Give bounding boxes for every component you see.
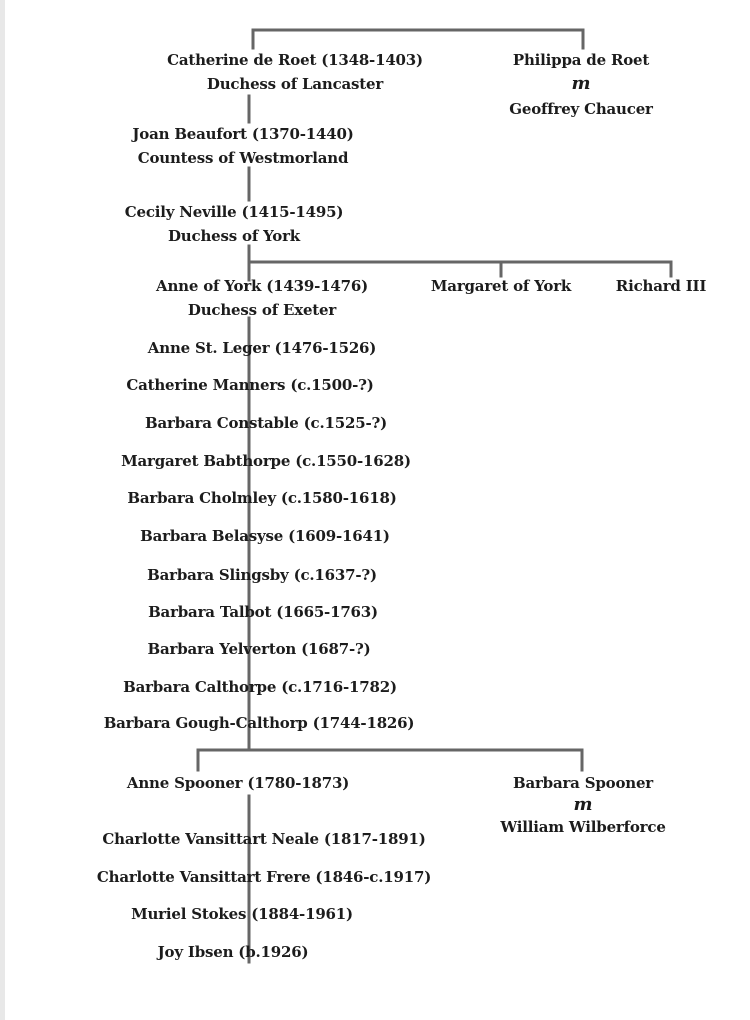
philippa-de-roet bbox=[513, 48, 649, 72]
charlotte-vansittart-neale: Charlotte Vansittart Neale (1817-1891) bbox=[102, 830, 426, 848]
catherine-manners: Catherine Manners (c.1500-?) bbox=[126, 376, 374, 394]
catherine-de-roet-title: Duchess of Lancaster bbox=[206, 75, 384, 93]
philippa-de-roet-name: Philippa de Roet bbox=[512, 51, 650, 69]
catherine-de-roet-name: Catherine de Roet (1348-1403) bbox=[167, 51, 423, 69]
joy-ibsen: Joy Ibsen (b.1926) bbox=[157, 943, 309, 961]
muriel-stokes: Muriel Stokes (1884-1961) bbox=[131, 905, 353, 923]
marriage-symbol: m bbox=[573, 794, 593, 815]
barbara-belasyse: Barbara Belasyse (1609-1641) bbox=[140, 527, 390, 545]
charlotte-vansittart-frere: Charlotte Vansittart Frere (1846-c.1917) bbox=[96, 868, 432, 886]
anne-of-york bbox=[156, 274, 368, 322]
anne-spooner: Anne Spooner (1780-1873) bbox=[126, 774, 350, 792]
marriage-symbol: m bbox=[571, 73, 591, 94]
joan-beaufort bbox=[132, 122, 353, 170]
anne-of-york-title: Duchess of Exeter bbox=[187, 301, 337, 319]
barbara-cholmley: Barbara Cholmley (c.1580-1618) bbox=[127, 489, 397, 507]
barbara-talbot: Barbara Talbot (1665-1763) bbox=[148, 603, 378, 621]
catherine-de-roet bbox=[167, 48, 423, 96]
barbara-slingsby: Barbara Slingsby (c.1637-?) bbox=[147, 566, 377, 584]
anne-st-leger: Anne St. Leger (1476-1526) bbox=[147, 339, 377, 357]
barbara-yelverton: Barbara Yelverton (1687-?) bbox=[147, 640, 371, 658]
richard-iii: Richard III bbox=[615, 277, 707, 295]
margaret-babthorpe: Margaret Babthorpe (c.1550-1628) bbox=[121, 452, 411, 470]
cecily-neville-title: Duchess of York bbox=[168, 227, 300, 245]
cecily-neville bbox=[125, 200, 344, 248]
barbara-gough-calthorp: Barbara Gough-Calthorp (1744-1826) bbox=[103, 714, 415, 732]
anne-of-york-name: Anne of York (1439-1476) bbox=[156, 277, 368, 295]
cecily-neville-name: Cecily Neville (1415-1495) bbox=[124, 203, 344, 221]
margaret-of-york: Margaret of York bbox=[430, 277, 572, 295]
joan-beaufort-name: Joan Beaufort (1370-1440) bbox=[132, 125, 354, 143]
barbara-constable: Barbara Constable (c.1525-?) bbox=[145, 414, 387, 432]
barbara-spooner: Barbara Spooner bbox=[512, 774, 654, 792]
geoffrey-chaucer: Geoffrey Chaucer bbox=[509, 100, 653, 118]
william-wilberforce: William Wilberforce bbox=[500, 818, 666, 836]
barbara-calthorpe: Barbara Calthorpe (c.1716-1782) bbox=[123, 678, 397, 696]
joan-beaufort-title: Countess of Westmorland bbox=[137, 149, 349, 167]
